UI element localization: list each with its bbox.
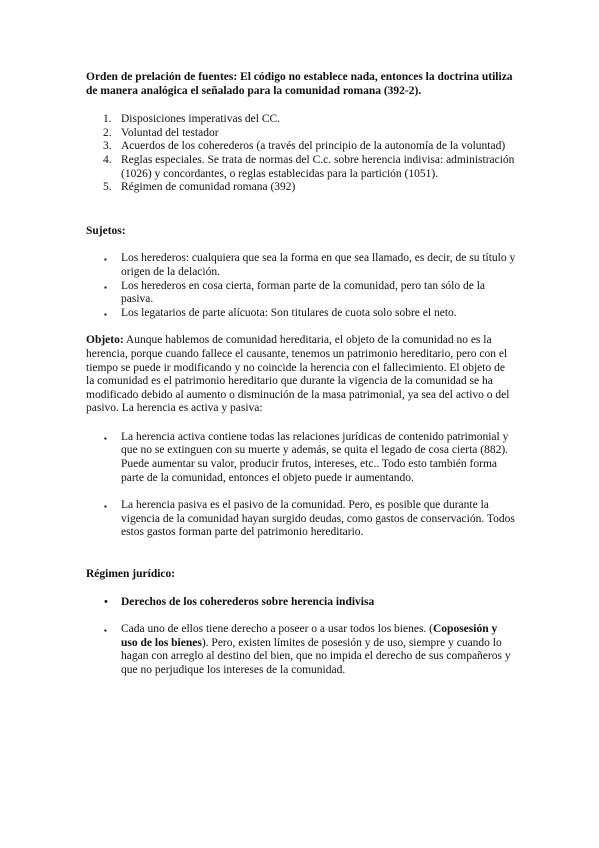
bullet-icon: ▪ xyxy=(104,433,107,443)
bullet-icon: ▪ xyxy=(104,282,107,292)
list-item-text: La herencia activa contiene todas las relaciones jurídicas de contenido patrimonial y que no se extinguen con su muerte y además, se quita el legado de cosa cierta (882). Puede aumentar su valor, producir frutos, intereses, etc.. Todo esto también forma parte de la comunidad, entonces el objeto puede ir aumentando. xyxy=(121,430,509,484)
list-item-text: La herencia pasiva es el pasivo de la comunidad. Pero, es posible que durante la vigencia de la comunidad hayan surgido deudas, como gastos de conservación. Todos estos gastos forman parte del patrimonio hereditario. xyxy=(121,499,515,539)
list-item-text: Disposiciones imperativas del CC. xyxy=(121,113,281,126)
sujetos-list xyxy=(86,252,516,320)
bullet-icon: ▪ xyxy=(104,255,107,265)
bullet-icon: ▪ xyxy=(104,502,107,512)
bullet-icon: ▪ xyxy=(104,309,107,319)
list-item xyxy=(86,307,516,321)
list-item-text: Los herederos en cosa cierta, forman parte de la comunidad, pero tan sólo de la pasiva. xyxy=(121,279,486,306)
objeto-label: Objeto: xyxy=(86,334,124,347)
bullet-icon: ▪ xyxy=(104,626,107,636)
derechos-list xyxy=(86,623,516,677)
herencia-list xyxy=(86,431,516,540)
fuentes-list xyxy=(86,113,516,195)
regimen-subheading: Derechos de los coherederos sobre herencia indivisa xyxy=(121,595,375,608)
list-item xyxy=(86,431,516,485)
sujetos-heading: Sujetos: xyxy=(86,224,126,237)
list-number: 4. xyxy=(103,153,112,166)
list-item xyxy=(86,140,516,154)
list-item xyxy=(86,252,516,279)
list-item-text: Voluntad del testador xyxy=(121,126,219,139)
list-item xyxy=(86,280,516,307)
list-item-text: Los herederos: cualquiera que sea la forma en que sea llamado, es decir, de su título y origen de la delación. xyxy=(121,252,516,278)
list-item-text: Reglas especiales. Se trata de normas del C.c. sobre herencia indivisa: administración (1026) y concordantes, o reglas establecidas para la partición (1051). xyxy=(121,153,515,180)
list-number: 3. xyxy=(103,140,112,153)
list-item-text: Los legatarios de parte alícuota: Son titulares de cuota solo sobre el neto. xyxy=(121,306,457,319)
regimen-subheading-list xyxy=(86,596,516,610)
objeto-paragraph xyxy=(86,334,516,416)
list-item xyxy=(86,154,516,181)
list-item-text: Acuerdos de los coherederos (a través del principio de la autonomía de la voluntad) xyxy=(121,140,506,153)
list-item xyxy=(86,596,516,610)
list-number: 2. xyxy=(103,126,112,139)
list-item xyxy=(86,181,516,195)
list-number: 5. xyxy=(103,181,112,194)
derechos-text-start: Cada uno de ellos tiene derecho a poseer o a usar todos los bienes. ( xyxy=(121,623,433,636)
list-item-text: Régimen de comunidad romana (392) xyxy=(121,181,296,194)
orden-prelacion-heading: Orden de prelación de fuentes: El código no establece nada, entonces la doctrina utiliza de manera analógica el señalado para la comunidad romana (392-2). xyxy=(86,71,513,97)
list-item xyxy=(86,499,516,540)
regimen-heading: Régimen jurídico: xyxy=(86,568,176,581)
list-number: 1. xyxy=(103,113,112,126)
derechos-text-end: ). Pero, existen límites de posesión y de uso, siempre y cuando lo hagan con arreglo al destino del bien, que no impida el derecho de sus compañeros y que no perjudique los intereses de la comunidad. xyxy=(121,636,511,676)
bullet-icon: • xyxy=(104,595,108,608)
list-item xyxy=(86,127,516,141)
list-item xyxy=(86,113,516,127)
list-item xyxy=(86,623,516,677)
coposesion-emphasis: Coposesión y uso de los bienes xyxy=(121,623,498,649)
document-page xyxy=(86,71,516,678)
objeto-text: Aunque hablemos de comunidad hereditaria, el objeto de la comunidad no es la herencia, porque cuando fallece el causante, tenemos un patrimonio hereditario, pero con el tiempo se puede ir modificando y no coincide la herencia con el fallecimiento. El objeto de la comunidad es el patrimonio hereditario que durante la vigencia de la comunidad se ha modificado debido al aumento o disminución de la masa patrimonial, ya sea del activo o del pasivo. La herencia es activa y pasiva: xyxy=(86,334,510,415)
